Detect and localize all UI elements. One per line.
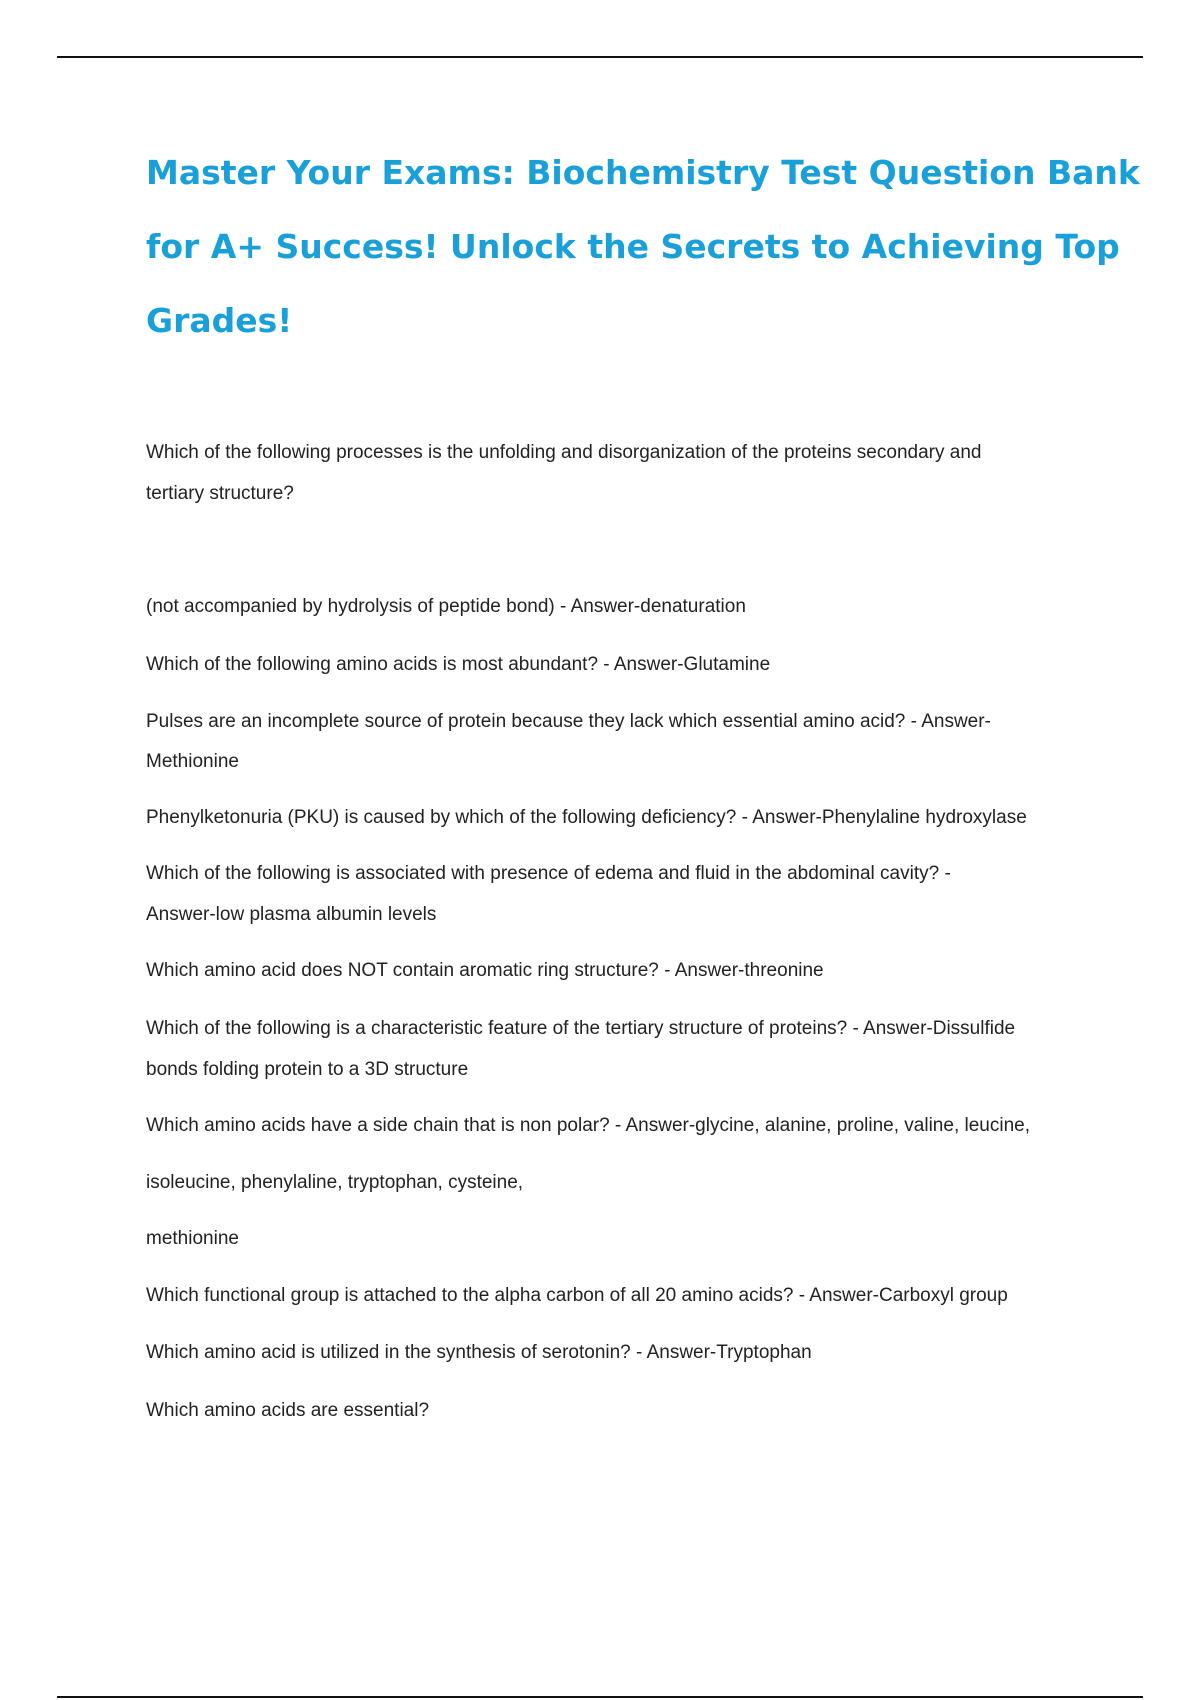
text-line: Methionine (146, 751, 239, 772)
document-title (146, 136, 1140, 358)
text-line: Which amino acid does NOT contain aromatic ring structure? - Answer-threonine (146, 960, 824, 981)
top-rule (57, 56, 1143, 58)
title-line: Grades! (146, 301, 293, 340)
text-line: tertiary structure? (146, 483, 294, 504)
text-line: Which of the following is a characteristic feature of the tertiary structure of proteins? - Answer-Dissulfide (146, 1018, 1016, 1039)
text-line: isoleucine, phenylaline, tryptophan, cysteine, (146, 1172, 524, 1193)
text-line: methionine (146, 1228, 239, 1249)
text-line: Phenylketonuria (PKU) is caused by which of the following deficiency? - Answer-Phenylaline hydroxylase (146, 807, 1027, 828)
text-line: bonds folding protein to a 3D structure (146, 1059, 469, 1080)
text-line: Which amino acids are essential? (146, 1400, 430, 1421)
text-line: (not accompanied by hydrolysis of peptide bond) - Answer-denaturation (146, 596, 746, 617)
text-line: Which amino acids have a side chain that is non polar? - Answer-glycine, alanine, proline, valine, leucine, (146, 1115, 1030, 1136)
text-line: Which of the following is associated with presence of edema and fluid in the abdominal cavity? - (146, 863, 951, 884)
text-line: Which functional group is attached to the alpha carbon of all 20 amino acids? - Answer-Carboxyl group (146, 1285, 1008, 1306)
title-line: for A+ Success! Unlock the Secrets to Achieving Top (146, 227, 1120, 266)
text-line: Which of the following processes is the unfolding and disorganization of the proteins secondary and (146, 442, 982, 463)
bottom-rule (57, 1696, 1143, 1698)
text-line: Pulses are an incomplete source of protein because they lack which essential amino acid? - Answer- (146, 711, 991, 732)
text-line: Answer-low plasma albumin levels (146, 904, 437, 925)
text-line: Which of the following amino acids is most abundant? - Answer-Glutamine (146, 654, 771, 675)
text-line: Which amino acid is utilized in the synthesis of serotonin? - Answer-Tryptophan (146, 1342, 812, 1363)
title-line: Master Your Exams: Biochemistry Test Question Bank (146, 153, 1140, 192)
